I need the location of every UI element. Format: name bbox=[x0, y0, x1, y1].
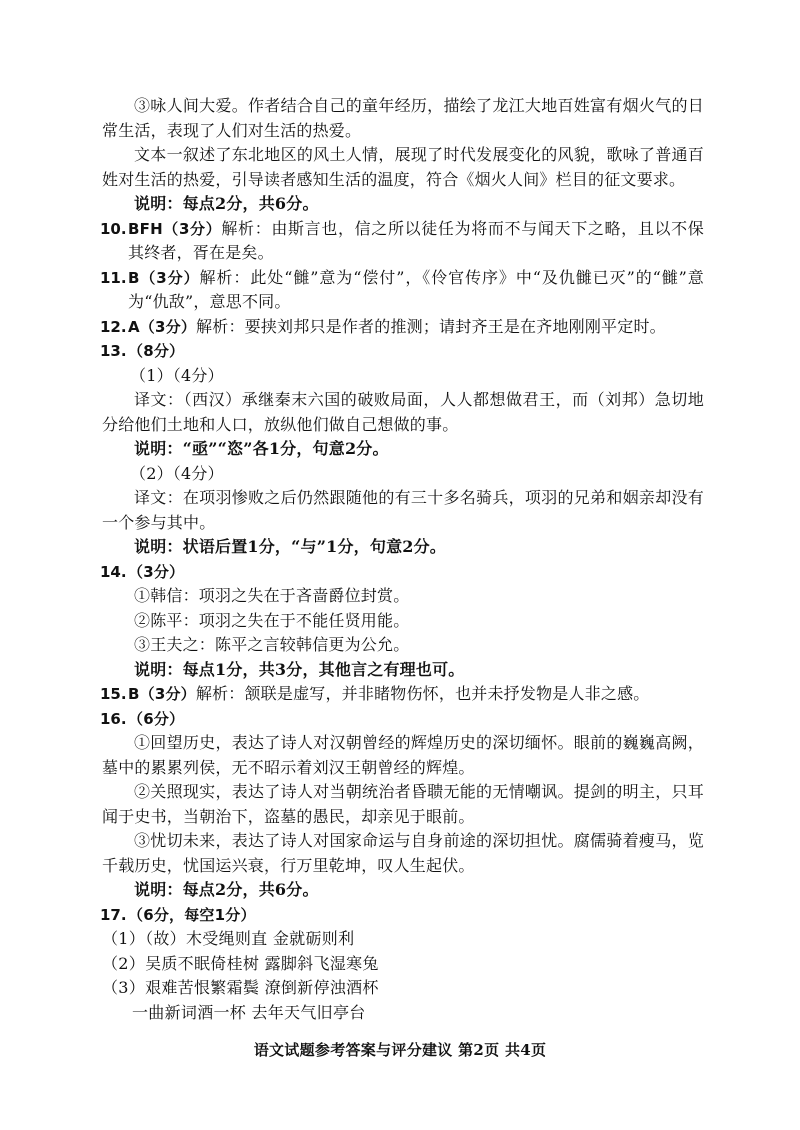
list-item: ③忧切未来，表达了诗人对国家命运与自身前途的深切担忧。腐儒骑着瘦马，览千载历史，忧国运兴衰，行万里乾坤，叹人生起伏。 bbox=[102, 831, 704, 875]
question-score: （6分，每空1分） bbox=[128, 905, 256, 924]
answer-label: B（3分） bbox=[128, 685, 196, 703]
analysis-text: 解析：要挟刘邦只是作者的推测；请封齐王是在齐地刚刚平定时。 bbox=[196, 316, 666, 336]
poem-answer-line: （2）吴质不眠倚桂树 露脚斜飞湿寒兔 bbox=[102, 953, 379, 973]
translation-2: 译文：在项羽惨败之后仍然跟随他的有三十多名骑兵，项羽的兄弟和姻亲却没有一个参与其中。 bbox=[102, 488, 704, 532]
question-15 bbox=[102, 682, 704, 707]
question-number: 16. bbox=[100, 709, 127, 728]
question-score: （6分） bbox=[128, 709, 185, 728]
list-item: ①韩信：项羽之失在于吝啬爵位封赏。 bbox=[134, 586, 410, 605]
question-11 bbox=[102, 266, 704, 315]
translation-1: 译文：（西汉）承继秦末六国的破败局面，人人都想做君王，而（刘邦）急切地分给他们土地和人口，放纵他们做自己想做的事。 bbox=[102, 390, 704, 434]
poem-answer-line: 一曲新词酒一杯 去年天气旧亭台 bbox=[132, 1002, 366, 1022]
note-13-1: 说明：“亟”“恣”各1分，句意2分。 bbox=[134, 439, 389, 458]
question-number: 12. bbox=[100, 317, 127, 336]
question-number: 17. bbox=[100, 905, 127, 924]
analysis-text: 解析：颔联是虚写，并非睹物伤怀，也并未抒发物是人非之感。 bbox=[195, 684, 650, 703]
paragraph-point-3: ③咏人间大爱。作者结合自己的童年经历，描绘了龙江大地百姓富有烟火气的日常生活，表现了人们对生活的热爱。 bbox=[102, 96, 704, 140]
question-17 bbox=[102, 903, 704, 928]
list-item: ②陈平：项羽之失在于不能任贤用能。 bbox=[134, 610, 410, 630]
question-score: （3分） bbox=[128, 562, 185, 581]
question-number: 14. bbox=[100, 562, 127, 581]
question-10 bbox=[102, 217, 704, 266]
question-16 bbox=[102, 707, 704, 732]
note-13-2: 说明：状语后置1分，“与”1分，句意2分。 bbox=[134, 537, 447, 556]
note-16: 说明：每点2分，共6分。 bbox=[134, 880, 319, 899]
question-score: （8分） bbox=[128, 342, 185, 360]
paragraph-summary: 文本一叙述了东北地区的风土人情，展现了时代发展变化的风貌，歌咏了普通百姓对生活的热爱，引导读者感知生活的温度，符合《烟火人间》栏目的征文要求。 bbox=[102, 145, 704, 189]
question-number: 11. bbox=[100, 268, 127, 287]
question-12 bbox=[102, 315, 704, 340]
question-number: 15. bbox=[100, 685, 127, 703]
list-item: ②关照现实，表达了诗人对当朝统治者昏聩无能的无情嘲讽。提剑的明主，只耳闻于史书，当朝治下，盗墓的愚民，却亲见于眼前。 bbox=[102, 782, 704, 826]
question-number: 13. bbox=[100, 342, 127, 360]
answer-label: B（3分） bbox=[128, 268, 200, 287]
part-1-label: （1）（4分） bbox=[130, 365, 224, 385]
poem-answer-line: （3）艰难苦恨繁霜鬓 潦倒新停浊酒杯 bbox=[102, 978, 379, 997]
answer-label: A（3分） bbox=[128, 317, 197, 336]
question-13 bbox=[102, 339, 704, 364]
question-number: 10. bbox=[100, 219, 127, 238]
analysis-text: 解析：此处“雠”意为“偿付”，《伶官传序》中“及仇雠已灭”的“雠”意为“仇敌”，意思不同。 bbox=[128, 267, 704, 311]
page-footer: 语文试题参考答案与评分建议 第2页 共4页 bbox=[253, 1041, 547, 1059]
part-2-label: （2）（4分） bbox=[130, 463, 224, 483]
question-14 bbox=[102, 560, 704, 585]
list-item: ①回望历史，表达了诗人对汉朝曾经的辉煌历史的深切缅怀。眼前的巍巍高阙，墓中的累累列侯，无不昭示着刘汉王朝曾经的辉煌。 bbox=[102, 733, 704, 777]
analysis-text: 解析：由斯言也，信之所以徒任为将而不与闻天下之略，且以不保其终者，胥在是矣。 bbox=[128, 218, 704, 262]
note-q9: 说明：每点2分，共6分。 bbox=[134, 194, 319, 213]
note-14: 说明：每点1分，共3分，其他言之有理也可。 bbox=[134, 659, 465, 679]
answer-label: BFH（3分） bbox=[128, 219, 222, 238]
poem-answer-line: （1）（故）木受绳则直 金就砺则利 bbox=[102, 929, 355, 948]
list-item: ③王夫之：陈平之言较韩信更为公允。 bbox=[134, 635, 410, 654]
